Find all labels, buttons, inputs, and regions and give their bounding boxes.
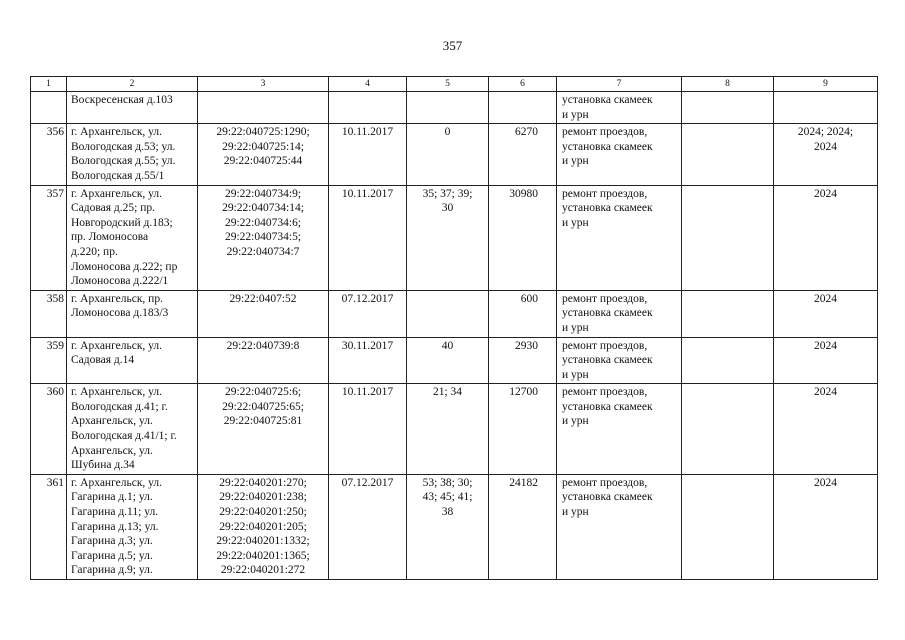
- works-line: установка скамеек: [562, 140, 653, 153]
- table-row: [31, 290, 878, 337]
- address-line: д.220; пр.: [71, 245, 118, 258]
- address-line: Архангельск, ул.: [71, 444, 153, 457]
- works-line: и урн: [562, 415, 589, 428]
- cadastral-numbers-line: 29:22:040725:6;: [224, 386, 302, 399]
- table-row: [31, 337, 878, 384]
- year-line: 2024: [814, 140, 837, 153]
- column-5-line: 30: [441, 202, 454, 215]
- page-number: 357: [442, 38, 463, 53]
- address-line: Садовая д.25; пр.: [71, 202, 155, 215]
- address-line: Вологодская д.41; г.: [71, 400, 168, 413]
- works-cell: [557, 290, 682, 337]
- address-cell: [67, 92, 198, 124]
- cadastral-numbers-line: 29:22:040725:81: [223, 415, 303, 428]
- address-line: Вологодская д.41/1; г.: [71, 430, 177, 443]
- works-line: ремонт проездов,: [562, 126, 648, 139]
- year-cell: [774, 124, 878, 185]
- column-8-cell: [682, 337, 774, 384]
- column-5-line: 43; 45; 41;: [422, 491, 473, 504]
- address-line: Вологодская д.55; ул.: [71, 155, 176, 168]
- works-line: ремонт проездов,: [562, 476, 648, 489]
- address-line: Ломоносова д.222/1: [71, 275, 169, 288]
- address-line: Гагарина д.9; ул.: [71, 564, 153, 577]
- works-line: ремонт проездов,: [562, 339, 648, 352]
- works-line: и урн: [562, 108, 589, 121]
- table-row: [31, 384, 878, 475]
- works-cell: [557, 337, 682, 384]
- works-cell: [557, 384, 682, 475]
- column-5-cell: [407, 384, 489, 475]
- column-5-cell: [407, 92, 489, 124]
- year-cell: [774, 290, 878, 337]
- works-line: ремонт проездов,: [562, 386, 648, 399]
- column-header: 1: [31, 77, 67, 92]
- year-line: 2024: [814, 339, 837, 352]
- cadastral-numbers-cell: [198, 92, 329, 124]
- column-5-line: 38: [441, 506, 454, 519]
- cadastral-numbers-line: 29:22:040725:44: [223, 155, 303, 168]
- row-number-cell: 356: [31, 124, 67, 185]
- area-cell: 12700: [489, 384, 557, 475]
- cadastral-numbers-line: 29:22:040734:14;: [222, 202, 304, 215]
- address-cell: [67, 474, 198, 579]
- column-5-line: 40: [441, 339, 454, 352]
- cadastral-numbers-cell: [198, 474, 329, 579]
- column-8-cell: [682, 384, 774, 475]
- table-row: [31, 185, 878, 290]
- cadastral-numbers-line: 29:22:040201:238;: [219, 491, 307, 504]
- row-number-cell: 361: [31, 474, 67, 579]
- address-cell: [67, 337, 198, 384]
- cadastral-numbers-line: 29:22:040201:272: [220, 564, 306, 577]
- address-line: Шубина д.34: [71, 459, 135, 472]
- address-line: Садовая д.14: [71, 354, 135, 367]
- cadastral-numbers-line: 29:22:040734:7: [226, 245, 300, 258]
- area-cell: 2930: [489, 337, 557, 384]
- date-cell: 10.11.2017: [329, 124, 407, 185]
- year-line: 2024: [814, 292, 837, 305]
- column-8-cell: [682, 185, 774, 290]
- column-header: 6: [489, 77, 557, 92]
- column-header: 9: [774, 77, 878, 92]
- cadastral-numbers-line: 29:22:040734:9;: [224, 187, 302, 200]
- cadastral-numbers-line: 29:22:0407:52: [229, 292, 297, 305]
- date-cell: 30.11.2017: [329, 337, 407, 384]
- works-cell: [557, 124, 682, 185]
- year-line: 2024: [814, 386, 837, 399]
- date-cell: 07.12.2017: [329, 290, 407, 337]
- address-line: Гагарина д.11; ул.: [71, 506, 159, 519]
- address-cell: [67, 384, 198, 475]
- address-line: Новгородский д.183;: [71, 216, 173, 229]
- cadastral-numbers-cell: [198, 290, 329, 337]
- address-line: Воскресенская д.103: [71, 94, 173, 106]
- column-5-line: 0: [444, 126, 451, 139]
- works-cell: [557, 185, 682, 290]
- cadastral-numbers-cell: [198, 384, 329, 475]
- cadastral-numbers-line: 29:22:040201:205;: [219, 520, 307, 533]
- address-line: Вологодская д.53; ул.: [71, 140, 176, 153]
- column-5-cell: [407, 124, 489, 185]
- address-line: Вологодская д.55/1: [71, 169, 165, 182]
- area-cell: 30980: [489, 185, 557, 290]
- row-number-cell: 357: [31, 185, 67, 290]
- address-line: Ломоносова д.183/3: [71, 307, 169, 320]
- cadastral-numbers-cell: [198, 337, 329, 384]
- column-5-line: 35; 37; 39;: [422, 187, 473, 200]
- year-cell: [774, 384, 878, 475]
- address-cell: [67, 185, 198, 290]
- column-8-cell: [682, 92, 774, 124]
- year-cell: [774, 337, 878, 384]
- row-number-cell: 359: [31, 337, 67, 384]
- works-cell: [557, 92, 682, 124]
- address-line: Гагарина д.5; ул.: [71, 549, 153, 562]
- row-number-cell: [31, 92, 67, 124]
- table-row: [31, 474, 878, 579]
- area-cell: [489, 92, 557, 124]
- address-cell: [67, 290, 198, 337]
- column-5-cell: [407, 185, 489, 290]
- year-line: 2024: [814, 476, 837, 489]
- works-line: установка скамеек: [562, 400, 653, 413]
- column-5-cell: [407, 337, 489, 384]
- column-5-cell: [407, 474, 489, 579]
- works-line: и урн: [562, 368, 589, 381]
- column-8-cell: [682, 474, 774, 579]
- column-number-header-row: [31, 77, 878, 92]
- address-line: г. Архангельск, ул.: [71, 126, 163, 139]
- cadastral-numbers-line: 29:22:040725:65;: [222, 400, 304, 413]
- address-line: г. Архангельск, пр.: [71, 292, 163, 305]
- cadastral-numbers-line: 29:22:040739:8: [226, 339, 300, 352]
- works-line: ремонт проездов,: [562, 187, 648, 200]
- year-cell: [774, 474, 878, 579]
- address-line: Архангельск, ул.: [71, 415, 153, 428]
- year-cell: [774, 185, 878, 290]
- column-8-cell: [682, 124, 774, 185]
- column-header: 3: [198, 77, 329, 92]
- column-5-line: 21; 34: [432, 386, 463, 399]
- works-line: и урн: [562, 155, 589, 168]
- cadastral-numbers-cell: [198, 185, 329, 290]
- row-number-cell: 358: [31, 290, 67, 337]
- register-table: [30, 76, 878, 580]
- works-line: установка скамеек: [562, 354, 653, 367]
- column-header: 5: [407, 77, 489, 92]
- column-header: 8: [682, 77, 774, 92]
- column-header: 7: [557, 77, 682, 92]
- address-line: Гагарина д.13; ул.: [71, 520, 159, 533]
- address-line: Гагарина д.3; ул.: [71, 535, 153, 548]
- register-table-body: [31, 77, 878, 580]
- column-8-cell: [682, 290, 774, 337]
- row-number-cell: 360: [31, 384, 67, 475]
- cadastral-numbers-line: 29:22:040734:6;: [224, 216, 302, 229]
- year-line: 2024: [814, 187, 837, 200]
- year-line: 2024; 2024;: [797, 126, 854, 139]
- works-cell: [557, 474, 682, 579]
- cadastral-numbers-line: 29:22:040725:1290;: [216, 126, 310, 139]
- cadastral-numbers-line: 29:22:040201:250;: [219, 506, 307, 519]
- area-cell: 600: [489, 290, 557, 337]
- cadastral-numbers-line: 29:22:040734:5;: [224, 231, 302, 244]
- area-cell: 6270: [489, 124, 557, 185]
- works-line: установка скамеек: [562, 94, 653, 106]
- works-line: и урн: [562, 216, 589, 229]
- cadastral-numbers-line: 29:22:040725:14;: [222, 140, 304, 153]
- area-cell: 24182: [489, 474, 557, 579]
- date-cell: [329, 92, 407, 124]
- address-line: Ломоносова д.222; пр: [71, 260, 178, 273]
- table-row: [31, 124, 878, 185]
- column-header: 2: [67, 77, 198, 92]
- address-line: г. Архангельск, ул.: [71, 339, 163, 352]
- works-line: установка скамеек: [562, 202, 653, 215]
- address-line: г. Архангельск, ул.: [71, 476, 163, 489]
- year-cell: [774, 92, 878, 124]
- date-cell: 07.12.2017: [329, 474, 407, 579]
- works-line: и урн: [562, 321, 589, 334]
- address-line: г. Архангельск, ул.: [71, 187, 163, 200]
- cadastral-numbers-line: 29:22:040201:1332;: [216, 535, 310, 548]
- column-5-cell: [407, 290, 489, 337]
- works-line: ремонт проездов,: [562, 292, 648, 305]
- cadastral-numbers-line: 29:22:040201:1365;: [216, 549, 310, 562]
- cadastral-numbers-cell: [198, 124, 329, 185]
- address-line: Гагарина д.1; ул.: [71, 491, 153, 504]
- date-cell: 10.11.2017: [329, 185, 407, 290]
- works-line: и урн: [562, 506, 589, 519]
- works-line: установка скамеек: [562, 307, 653, 320]
- date-cell: 10.11.2017: [329, 384, 407, 475]
- address-line: г. Архангельск, ул.: [71, 386, 163, 399]
- cadastral-numbers-line: 29:22:040201:270;: [219, 476, 307, 489]
- address-line: пр. Ломоносова: [71, 231, 149, 244]
- address-cell: [67, 124, 198, 185]
- column-header: 4: [329, 77, 407, 92]
- table-row: [31, 92, 878, 124]
- column-5-line: 53; 38; 30;: [422, 476, 473, 489]
- works-line: установка скамеек: [562, 491, 653, 504]
